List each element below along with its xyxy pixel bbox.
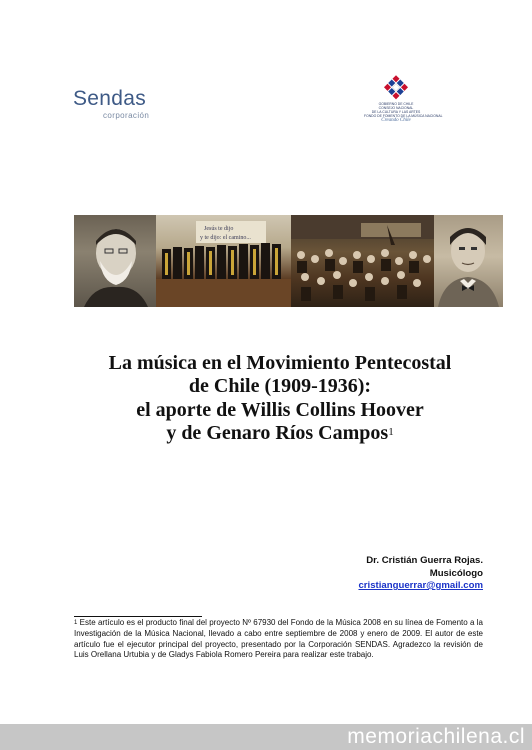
footnote: [74, 618, 483, 661]
footnote-marker[interactable]: 1: [388, 425, 394, 438]
footnote-number: 1: [74, 620, 78, 626]
portrait-hoover-photo: [74, 215, 156, 307]
orchestra-photo: [291, 215, 434, 307]
cnca-logo-tagline: Creando Chile: [381, 118, 411, 123]
cnca-logo-line: DE LA CULTURA Y LAS ARTES: [371, 110, 421, 114]
cnca-logo-line: CONSEJO NACIONAL: [378, 106, 414, 110]
document-title: [60, 352, 500, 445]
title-line: La música en el Movimiento Pentecostal: [108, 352, 452, 374]
author-name: Dr. Cristián Guerra Rojas.: [366, 555, 483, 566]
portrait-rios-photo: [434, 215, 503, 307]
title-line: el aporte de Willis Collins Hoover: [136, 398, 424, 421]
watermark-text[interactable]: memoriachilena.cl: [347, 725, 525, 748]
church-sign-text: Jesús te dijo: [204, 226, 234, 232]
title-line: de Chile (1909-1936):: [188, 375, 372, 398]
cnca-emblem-icon: [381, 74, 411, 102]
church-sign-text: y te dijo: el camino...: [200, 235, 251, 241]
cnca-logo-line: GOBIERNO DE CHILE: [378, 102, 414, 106]
sendas-logo-subtitle: corporación: [103, 111, 150, 120]
cnca-logo: [364, 74, 443, 124]
author-role: Musicólogo: [429, 567, 483, 579]
author-email-link[interactable]: cristianguerrar@gmail.com: [358, 580, 483, 591]
cnca-logo-line: FONDO DE FOMENTO DE LA MÚSICA NACIONAL: [364, 114, 443, 118]
author-block: [358, 555, 483, 593]
sendas-logo-name: Sendas: [73, 87, 147, 110]
watermark-bar: [0, 724, 532, 750]
title-line: y de Genaro Ríos Campos$^1$: [166, 421, 394, 444]
footnote-text: Este artículo es el producto final del proyecto Nº 67930 del Fondo de la Música 2008 en su línea de Fomento a la Investigación de la Música Nacional, llevado a cabo entre septiembre de 2008 y enero de 2009. El autor de este artículo fue el ejecutor principal del proyecto, presentado por la Corporación SENDAS. Agradezco la revisión de Luis Orellana Urtubia y de Gladys Fabiola Romero Pereira para realizar este trabajo.: [74, 618, 483, 660]
photo-banner: [74, 215, 503, 307]
choir-photo: [156, 215, 291, 307]
footnote-divider: [74, 616, 202, 617]
sendas-logo: [73, 87, 150, 120]
